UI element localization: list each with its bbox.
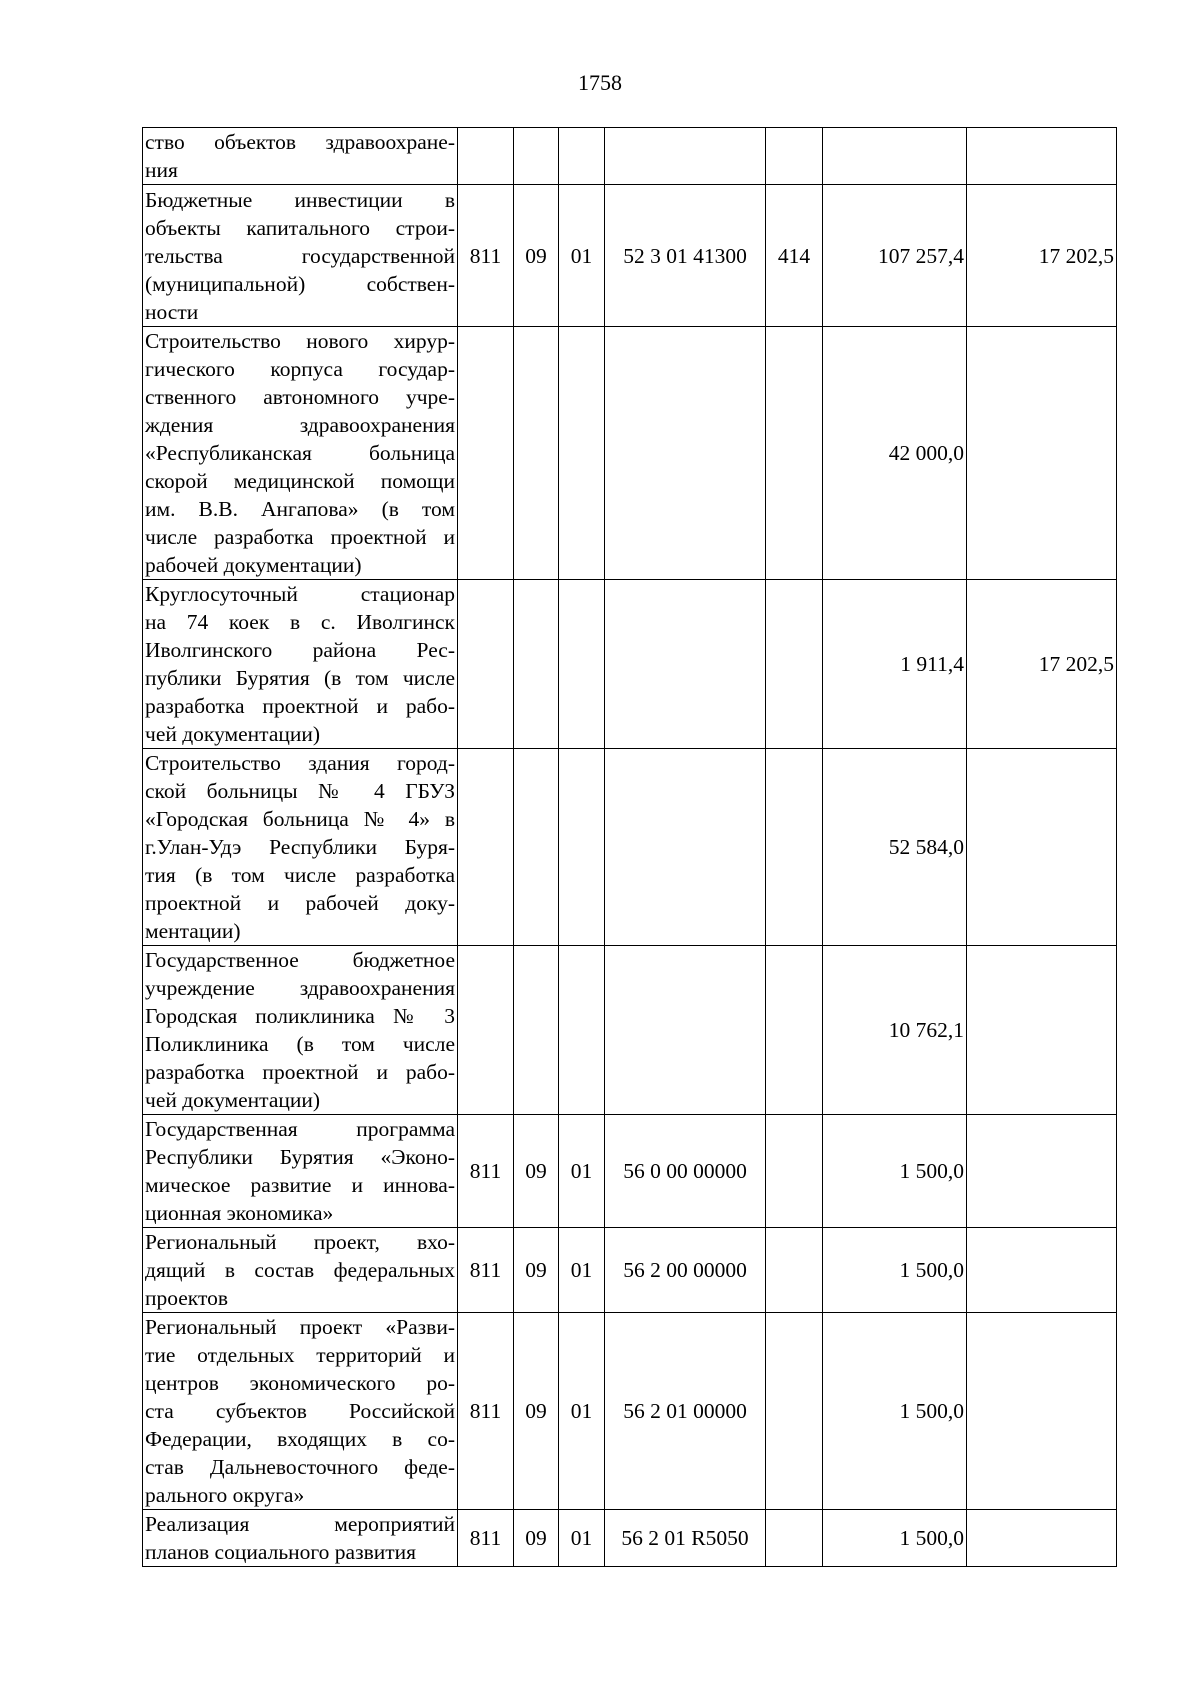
amount-cell-2: 17 202,5 <box>967 185 1117 327</box>
amount-cell-2 <box>967 128 1117 185</box>
subsection-code-cell: 01 <box>559 1228 605 1313</box>
table-row <box>143 1510 1117 1567</box>
item-name-line: ционная экономика» <box>145 1201 334 1225</box>
expense-type-cell <box>766 128 823 185</box>
budget-table <box>142 127 1117 1567</box>
item-name-line: на 74 коек в с. Иволгинск <box>145 610 455 634</box>
target-article-cell <box>605 128 766 185</box>
amount-cell-1: 1 500,0 <box>823 1115 967 1228</box>
section-code-cell <box>514 580 559 749</box>
table-row <box>143 749 1117 946</box>
amount-cell-2 <box>967 1313 1117 1510</box>
expense-type-cell <box>766 580 823 749</box>
item-name-cell <box>143 946 458 1115</box>
amount-cell-1: 1 911,4 <box>823 580 967 749</box>
target-article-cell: 56 2 01 R5050 <box>605 1510 766 1567</box>
subsection-code-cell <box>559 128 605 185</box>
item-name-line: Региональный проект, вхо- <box>145 1230 455 1254</box>
admin-code-cell <box>458 749 514 946</box>
section-code-cell <box>514 946 559 1115</box>
item-name-line: ской больницы № 4 ГБУЗ <box>145 779 455 803</box>
item-name-line: гического корпуса государ- <box>145 357 455 381</box>
item-name-cell <box>143 185 458 327</box>
item-name-line: Республики Бурятия «Эконо- <box>145 1145 455 1169</box>
item-name-line: рабочей документации) <box>145 553 362 577</box>
admin-code-cell <box>458 946 514 1115</box>
item-name-line: проектов <box>145 1286 228 1310</box>
item-name-line: разработка проектной и рабо- <box>145 694 455 718</box>
expense-type-cell: 414 <box>766 185 823 327</box>
item-name-line: Городская поликлиника № 3 <box>145 1004 455 1028</box>
item-name-line: числе разработка проектной и <box>145 525 455 549</box>
section-code-cell: 09 <box>514 1313 559 1510</box>
item-name-line: Реализация мероприятий <box>145 1512 455 1536</box>
item-name-line: Региональный проект «Разви- <box>145 1315 455 1339</box>
item-name-line: чей документации) <box>145 722 321 746</box>
admin-code-cell <box>458 128 514 185</box>
target-article-cell <box>605 749 766 946</box>
admin-code-cell: 811 <box>458 1510 514 1567</box>
section-code-cell: 09 <box>514 1510 559 1567</box>
item-name-cell <box>143 1115 458 1228</box>
item-name-cell <box>143 580 458 749</box>
target-article-cell: 56 2 01 00000 <box>605 1313 766 1510</box>
subsection-code-cell: 01 <box>559 185 605 327</box>
item-name-line: мическое развитие и иннова- <box>145 1173 455 1197</box>
item-name-line: ство объектов здравоохране- <box>145 130 455 154</box>
item-name-cell <box>143 327 458 580</box>
item-name-line: объекты капитального строи- <box>145 215 455 240</box>
table-row <box>143 580 1117 749</box>
amount-cell-1: 52 584,0 <box>823 749 967 946</box>
expense-type-cell <box>766 1115 823 1228</box>
table-row <box>143 946 1117 1115</box>
item-name-line: разработка проектной и рабо- <box>145 1060 455 1084</box>
item-name-cell <box>143 1510 458 1567</box>
expense-type-cell <box>766 1510 823 1567</box>
item-name-line: дящий в состав федеральных <box>145 1258 455 1282</box>
amount-cell-2 <box>967 1510 1117 1567</box>
admin-code-cell <box>458 327 514 580</box>
table-row <box>143 185 1117 327</box>
item-name-line: публики Бурятия (в том числе <box>145 666 455 690</box>
expense-type-cell <box>766 946 823 1115</box>
amount-cell-1: 1 500,0 <box>823 1313 967 1510</box>
admin-code-cell: 811 <box>458 1115 514 1228</box>
target-article-cell <box>605 580 766 749</box>
amount-cell-2 <box>967 327 1117 580</box>
item-name-line: «Республиканская больница <box>145 441 455 465</box>
subsection-code-cell: 01 <box>559 1510 605 1567</box>
subsection-code-cell: 01 <box>559 1115 605 1228</box>
admin-code-cell: 811 <box>458 1228 514 1313</box>
section-code-cell <box>514 749 559 946</box>
item-name-line: рального округа» <box>145 1483 305 1507</box>
expense-type-cell <box>766 1313 823 1510</box>
admin-code-cell: 811 <box>458 1313 514 1510</box>
subsection-code-cell <box>559 327 605 580</box>
item-name-cell <box>143 1228 458 1313</box>
item-name-line: Поликлиника (в том числе <box>145 1032 455 1056</box>
page-number: 1758 <box>578 70 622 95</box>
table-row <box>143 1115 1117 1228</box>
item-name-line: Государственная программа <box>145 1117 455 1141</box>
item-name-cell <box>143 1313 458 1510</box>
item-name-line: (муниципальной) собствен- <box>145 271 455 296</box>
item-name-line: ности <box>145 299 199 324</box>
item-name-line: чей документации) <box>145 1088 321 1112</box>
table-row <box>143 327 1117 580</box>
table-row <box>143 128 1117 185</box>
section-code-cell <box>514 128 559 185</box>
item-name-line: Круглосуточный стационар <box>145 582 455 606</box>
item-name-line: тия (в том числе разработка <box>145 863 455 887</box>
target-article-cell: 56 2 00 00000 <box>605 1228 766 1313</box>
amount-cell-2 <box>967 946 1117 1115</box>
item-name-line: планов социального развития <box>145 1540 417 1564</box>
item-name-line: Строительство нового хирур- <box>145 329 455 353</box>
amount-cell-1: 1 500,0 <box>823 1228 967 1313</box>
subsection-code-cell <box>559 580 605 749</box>
item-name-line: «Городская больница № 4» в <box>145 807 455 831</box>
amount-cell-1: 1 500,0 <box>823 1510 967 1567</box>
amount-cell-2 <box>967 1115 1117 1228</box>
expense-type-cell <box>766 749 823 946</box>
section-code-cell: 09 <box>514 185 559 327</box>
item-name-line: ста субъектов Российской <box>145 1399 455 1423</box>
item-name-line: центров экономического ро- <box>145 1371 455 1395</box>
item-name-line: скорой медицинской помощи <box>145 469 455 493</box>
target-article-cell <box>605 946 766 1115</box>
item-name-line: Федерации, входящих в со- <box>145 1427 455 1451</box>
subsection-code-cell <box>559 749 605 946</box>
item-name-line: Государственное бюджетное <box>145 948 455 972</box>
amount-cell-1: 10 762,1 <box>823 946 967 1115</box>
item-name-line: ственного автономного учре- <box>145 385 455 409</box>
amount-cell-1: 42 000,0 <box>823 327 967 580</box>
item-name-line: им. В.В. Ангапова» (в том <box>145 497 455 521</box>
target-article-cell: 52 3 01 41300 <box>605 185 766 327</box>
section-code-cell <box>514 327 559 580</box>
amount-cell-1: 107 257,4 <box>823 185 967 327</box>
item-name-cell <box>143 749 458 946</box>
amount-cell-2 <box>967 749 1117 946</box>
table-row <box>143 1228 1117 1313</box>
table-row <box>143 1313 1117 1510</box>
item-name-line: учреждение здравоохранения <box>145 976 455 1000</box>
item-name-line: Иволгинского района Рес- <box>145 638 455 662</box>
item-name-line: ния <box>145 158 178 182</box>
subsection-code-cell: 01 <box>559 1313 605 1510</box>
amount-cell-1 <box>823 128 967 185</box>
amount-cell-2 <box>967 1228 1117 1313</box>
expense-type-cell <box>766 327 823 580</box>
item-name-line: став Дальневосточного феде- <box>145 1455 455 1479</box>
section-code-cell: 09 <box>514 1228 559 1313</box>
item-name-line: ждения здравоохранения <box>145 413 455 437</box>
item-name-line: Бюджетные инвестиции в <box>145 187 455 212</box>
target-article-cell: 56 0 00 00000 <box>605 1115 766 1228</box>
expense-type-cell <box>766 1228 823 1313</box>
item-name-line: г.Улан-Удэ Республики Буря- <box>145 835 455 859</box>
amount-cell-2: 17 202,5 <box>967 580 1117 749</box>
subsection-code-cell <box>559 946 605 1115</box>
admin-code-cell: 811 <box>458 185 514 327</box>
item-name-line: Строительство здания город- <box>145 751 455 775</box>
item-name-line: тельства государственной <box>145 243 455 268</box>
admin-code-cell <box>458 580 514 749</box>
item-name-cell <box>143 128 458 185</box>
target-article-cell <box>605 327 766 580</box>
section-code-cell: 09 <box>514 1115 559 1228</box>
item-name-line: проектной и рабочей доку- <box>145 891 455 915</box>
item-name-line: ментации) <box>145 919 241 943</box>
item-name-line: тие отдельных территорий и <box>145 1343 455 1367</box>
